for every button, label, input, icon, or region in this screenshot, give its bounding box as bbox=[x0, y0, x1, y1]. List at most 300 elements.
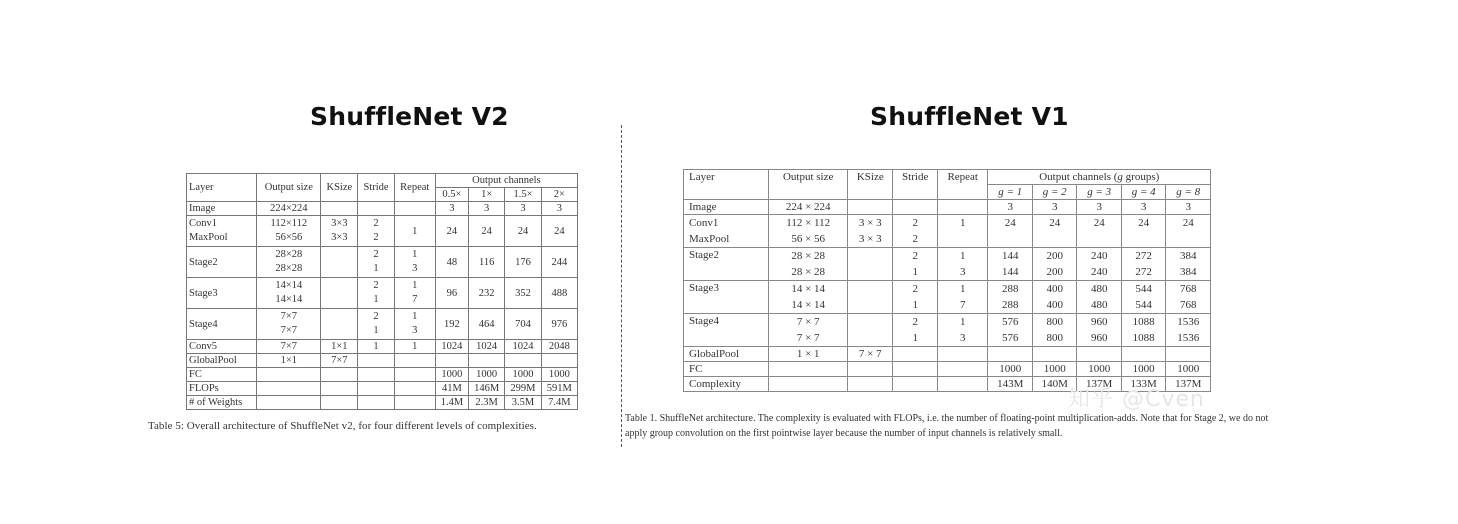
table-cell bbox=[321, 247, 358, 278]
cell-line: 1 bbox=[959, 250, 966, 262]
table-cell bbox=[358, 309, 394, 340]
table-cell: Stage3 bbox=[187, 278, 257, 309]
cell-line: 3×3 bbox=[331, 232, 348, 243]
table-cell: 1024 bbox=[435, 340, 468, 354]
header-cell: Stride bbox=[358, 174, 394, 202]
header-cell: Output channels bbox=[435, 174, 577, 188]
table-cell: 1 bbox=[358, 340, 394, 354]
cell-line: 288 bbox=[1001, 283, 1019, 295]
table-cell bbox=[358, 354, 394, 368]
header-cell: g = 8 bbox=[1166, 185, 1211, 200]
table-cell: 1000 bbox=[505, 368, 541, 382]
cell-line: 400 bbox=[1046, 283, 1063, 295]
cell-line: 240 bbox=[1090, 266, 1108, 278]
cell-line: 28 × 28 bbox=[791, 250, 826, 262]
cell-line: 3 bbox=[412, 263, 418, 274]
header-text: groups) bbox=[1122, 171, 1160, 183]
cell-line: 1088 bbox=[1132, 316, 1155, 328]
cell-line: 14 × 14 bbox=[791, 299, 826, 311]
table-cell bbox=[893, 377, 937, 392]
table-cell: 232 bbox=[469, 278, 505, 309]
table-cell: 116 bbox=[469, 247, 505, 278]
table-cell bbox=[321, 396, 358, 410]
table-cell bbox=[893, 314, 937, 347]
header-cell bbox=[988, 170, 1211, 185]
table-row bbox=[684, 215, 1211, 248]
header-cell: KSize bbox=[321, 174, 358, 202]
header-cell: Repeat bbox=[937, 170, 988, 200]
table-row bbox=[187, 216, 578, 247]
table-cell: 1.4M bbox=[435, 396, 468, 410]
table-cell: 41M bbox=[435, 382, 468, 396]
table-cell bbox=[358, 247, 394, 278]
cell-line: 1 bbox=[373, 263, 379, 274]
table-cell: 1000 bbox=[1032, 362, 1076, 377]
table-cell bbox=[769, 377, 848, 392]
cell-line: 2 bbox=[912, 217, 918, 229]
table-cell: Image bbox=[684, 200, 769, 215]
cell-line: 200 bbox=[1046, 266, 1063, 278]
cell-line: 14×14 bbox=[275, 294, 303, 305]
table-row bbox=[187, 368, 578, 382]
cell-line: 7 × 7 bbox=[796, 332, 820, 344]
table-cell: Stage4 bbox=[187, 309, 257, 340]
table-cell: 176 bbox=[505, 247, 541, 278]
cell-line: 384 bbox=[1179, 250, 1197, 262]
table-cell bbox=[394, 354, 435, 368]
cell-line: 3×3 bbox=[331, 218, 348, 229]
header-text: g bbox=[1117, 171, 1123, 183]
table-cell: 224 × 224 bbox=[769, 200, 848, 215]
header-cell: Stride bbox=[893, 170, 937, 200]
cell-line: MaxPool bbox=[189, 232, 228, 243]
table-cell bbox=[1032, 281, 1076, 314]
table-cell: GlobalPool bbox=[684, 347, 769, 362]
table-cell: 224×224 bbox=[257, 202, 321, 216]
table-cell bbox=[1032, 314, 1076, 347]
table-cell bbox=[893, 248, 937, 281]
table-cell: 1 bbox=[394, 216, 435, 247]
cell-line: 24 bbox=[1182, 217, 1194, 229]
table-cell bbox=[321, 278, 358, 309]
table-cell: FC bbox=[187, 368, 257, 382]
cell-line: 480 bbox=[1090, 299, 1108, 311]
table-cell: 976 bbox=[541, 309, 577, 340]
table-cell bbox=[1121, 314, 1165, 347]
table-cell bbox=[988, 215, 1032, 248]
table-cell: 591M bbox=[541, 382, 577, 396]
table-cell bbox=[937, 281, 988, 314]
table-cell: 3 bbox=[435, 202, 468, 216]
table-cell bbox=[769, 362, 848, 377]
cell-line: 1 bbox=[959, 283, 966, 295]
table-cell bbox=[848, 200, 893, 215]
cell-line: 768 bbox=[1179, 299, 1197, 311]
table-cell bbox=[769, 314, 848, 347]
header-cell: 1× bbox=[469, 188, 505, 202]
table-cell: Complexity bbox=[684, 377, 769, 392]
table-cell bbox=[505, 354, 541, 368]
table-cell bbox=[321, 368, 358, 382]
table-cell bbox=[358, 202, 394, 216]
cell-line: 800 bbox=[1046, 332, 1063, 344]
table-cell: 1000 bbox=[541, 368, 577, 382]
cell-line: 3 bbox=[412, 325, 418, 336]
cell-line: Conv1 bbox=[689, 217, 719, 229]
table-cell bbox=[1032, 215, 1076, 248]
table-cell: 1000 bbox=[1077, 362, 1121, 377]
cell-line: 1 bbox=[912, 299, 918, 311]
table-cell bbox=[358, 216, 394, 247]
table-cell bbox=[848, 362, 893, 377]
table-row bbox=[187, 382, 578, 396]
table-cell bbox=[469, 354, 505, 368]
table-cell bbox=[988, 347, 1032, 362]
cell-line: 1 bbox=[373, 294, 379, 305]
table-cell: 137M bbox=[1166, 377, 1211, 392]
cell-line: 24 bbox=[1049, 217, 1061, 229]
table-row bbox=[187, 396, 578, 410]
table-cell bbox=[1077, 314, 1121, 347]
watermark: 知乎 @Cven bbox=[1068, 387, 1205, 412]
table-cell bbox=[769, 248, 848, 281]
table-cell bbox=[257, 396, 321, 410]
table-cell bbox=[394, 202, 435, 216]
table-cell: 3 bbox=[1032, 200, 1076, 215]
table-cell: 3 bbox=[505, 202, 541, 216]
table-row bbox=[684, 314, 1211, 347]
cell-line: 2 bbox=[912, 283, 918, 295]
table-cell bbox=[394, 382, 435, 396]
table-cell: FC bbox=[684, 362, 769, 377]
table-cell bbox=[257, 368, 321, 382]
table-cell: Stage2 bbox=[187, 247, 257, 278]
table-cell bbox=[394, 247, 435, 278]
table-cell bbox=[848, 248, 893, 281]
cell-line: 28 × 28 bbox=[791, 266, 826, 278]
cell-line: 240 bbox=[1090, 250, 1108, 262]
table-cell: 96 bbox=[435, 278, 468, 309]
table-cell bbox=[1166, 281, 1211, 314]
cell-line: 7 bbox=[412, 294, 418, 305]
cell-line: 2 bbox=[373, 232, 379, 243]
table-cell bbox=[1121, 248, 1165, 281]
cell-line: 1 bbox=[373, 325, 379, 336]
table-cell: 137M bbox=[1077, 377, 1121, 392]
table-cell bbox=[684, 215, 769, 248]
table-cell bbox=[893, 347, 937, 362]
header-cell: 2× bbox=[541, 188, 577, 202]
table-cell: Stage2 bbox=[684, 248, 769, 281]
table-cell: 24 bbox=[505, 216, 541, 247]
cell-line: 576 bbox=[1001, 316, 1019, 328]
table-cell: 464 bbox=[469, 309, 505, 340]
cell-line: 7×7 bbox=[280, 311, 297, 322]
cell-line: 400 bbox=[1046, 299, 1063, 311]
cell-line: 544 bbox=[1135, 299, 1152, 311]
cell-line: 768 bbox=[1179, 283, 1197, 295]
cell-line: 3 × 3 bbox=[858, 217, 882, 229]
table-cell: 2.3M bbox=[469, 396, 505, 410]
table-cell: Conv5 bbox=[187, 340, 257, 354]
table-cell bbox=[1032, 347, 1076, 362]
section-divider bbox=[621, 125, 622, 447]
v2-title: ShuffleNet V2 bbox=[310, 102, 509, 131]
table-cell: # of Weights bbox=[187, 396, 257, 410]
cell-line: 272 bbox=[1135, 266, 1152, 278]
table-cell: Stage4 bbox=[684, 314, 769, 347]
cell-line: 1 bbox=[912, 266, 918, 278]
cell-line: 3 × 3 bbox=[858, 233, 882, 245]
table-cell: 7×7 bbox=[257, 340, 321, 354]
header-cell: Repeat bbox=[394, 174, 435, 202]
table-cell: 1 × 1 bbox=[769, 347, 848, 362]
cell-line: 14 × 14 bbox=[791, 283, 826, 295]
header-cell: 1.5× bbox=[505, 188, 541, 202]
table-cell: 140M bbox=[1032, 377, 1076, 392]
cell-line: 2 bbox=[912, 250, 918, 262]
table-cell bbox=[435, 354, 468, 368]
cell-line: 24 bbox=[1093, 217, 1105, 229]
table-cell bbox=[1121, 281, 1165, 314]
v2-caption: Table 5: Overall architecture of ShuffleNet v2, for four different levels of complexities. bbox=[148, 420, 537, 432]
table-cell: 3 bbox=[1077, 200, 1121, 215]
cell-line: 7 bbox=[959, 299, 966, 311]
table-cell: 1024 bbox=[505, 340, 541, 354]
table-cell bbox=[893, 200, 937, 215]
table-cell bbox=[848, 377, 893, 392]
header-cell: 0.5× bbox=[435, 188, 468, 202]
table-cell bbox=[321, 382, 358, 396]
cell-line: 800 bbox=[1046, 316, 1063, 328]
table-row bbox=[684, 248, 1211, 281]
header-cell: Layer bbox=[187, 174, 257, 202]
cell-line: 960 bbox=[1090, 316, 1108, 328]
header-cell: g = 3 bbox=[1077, 185, 1121, 200]
table-cell bbox=[848, 281, 893, 314]
table-cell bbox=[1121, 347, 1165, 362]
cell-line: 960 bbox=[1090, 332, 1108, 344]
table-cell bbox=[1077, 215, 1121, 248]
cell-line: 144 bbox=[1001, 266, 1019, 278]
table-cell bbox=[358, 368, 394, 382]
table-cell: 3 bbox=[1121, 200, 1165, 215]
table-cell bbox=[1077, 248, 1121, 281]
table-cell bbox=[988, 314, 1032, 347]
table-cell: Image bbox=[187, 202, 257, 216]
cell-line: 24 bbox=[1004, 217, 1016, 229]
table-cell bbox=[937, 377, 988, 392]
table-cell: 24 bbox=[541, 216, 577, 247]
v1-caption: Table 1. ShuffleNet architecture. The complexity is evaluated with FLOPs, i.e. the number of floating-point multiplication-adds. Note that for Stage 2, we do not apply group convolution on the first pointwise layer because the number of input channels is relatively small. bbox=[625, 413, 1269, 439]
table-cell: 24 bbox=[469, 216, 505, 247]
cell-line: 112×112 bbox=[270, 218, 308, 229]
table-header-row bbox=[187, 174, 578, 188]
table-cell bbox=[1166, 215, 1211, 248]
table-row bbox=[187, 247, 578, 278]
cell-line: 200 bbox=[1046, 250, 1063, 262]
table-cell bbox=[937, 347, 988, 362]
cell-line: 24 bbox=[1138, 217, 1150, 229]
table-cell: 1000 bbox=[988, 362, 1032, 377]
header-cell: Output size bbox=[769, 170, 848, 200]
table-cell bbox=[541, 354, 577, 368]
table-cell: 1 bbox=[394, 340, 435, 354]
cell-line: 1 bbox=[412, 249, 418, 260]
table-cell: 3.5M bbox=[505, 396, 541, 410]
header-cell: KSize bbox=[848, 170, 893, 200]
table-cell: 1000 bbox=[1121, 362, 1165, 377]
table-cell bbox=[988, 248, 1032, 281]
table-cell bbox=[257, 247, 321, 278]
cell-line: 3 bbox=[959, 266, 966, 278]
table-cell bbox=[321, 202, 358, 216]
table-cell bbox=[937, 314, 988, 347]
cell-line: 2 bbox=[373, 249, 379, 260]
table-cell bbox=[257, 309, 321, 340]
table-cell: 1000 bbox=[435, 368, 468, 382]
table-cell: 352 bbox=[505, 278, 541, 309]
cell-line: 28×28 bbox=[275, 249, 303, 260]
table-row bbox=[187, 202, 578, 216]
header-cell: g = 1 bbox=[988, 185, 1032, 200]
table-row bbox=[684, 200, 1211, 215]
table-cell bbox=[848, 215, 893, 248]
cell-line: 544 bbox=[1135, 283, 1152, 295]
table-cell bbox=[769, 215, 848, 248]
cell-line: 288 bbox=[1001, 299, 1019, 311]
table-cell bbox=[1166, 248, 1211, 281]
table-cell bbox=[893, 281, 937, 314]
table-cell bbox=[1166, 314, 1211, 347]
table-row bbox=[187, 340, 578, 354]
table-cell bbox=[937, 215, 988, 248]
cell-line: 144 bbox=[1001, 250, 1019, 262]
table-cell: 3 bbox=[541, 202, 577, 216]
table-cell: 2048 bbox=[541, 340, 577, 354]
table-header-row bbox=[684, 170, 1211, 185]
table-row bbox=[684, 362, 1211, 377]
table-cell bbox=[848, 314, 893, 347]
v1-title: ShuffleNet V1 bbox=[870, 102, 1069, 131]
cell-line: Conv1 bbox=[189, 218, 218, 229]
table-row bbox=[187, 309, 578, 340]
cell-line: 56×56 bbox=[275, 232, 303, 243]
cell-line: 28×28 bbox=[275, 263, 303, 274]
table-row bbox=[187, 278, 578, 309]
table-cell: 143M bbox=[988, 377, 1032, 392]
table-cell: 488 bbox=[541, 278, 577, 309]
cell-line: 2 bbox=[373, 280, 379, 291]
table-cell: 48 bbox=[435, 247, 468, 278]
table-cell: 1000 bbox=[469, 368, 505, 382]
table-cell bbox=[394, 278, 435, 309]
cell-line: 2 bbox=[912, 233, 918, 245]
table-cell bbox=[394, 309, 435, 340]
table-cell: 7×7 bbox=[321, 354, 358, 368]
table-cell bbox=[1077, 347, 1121, 362]
cell-line: 1536 bbox=[1177, 316, 1200, 328]
table-cell: 3 bbox=[469, 202, 505, 216]
cell-line: 7×7 bbox=[280, 325, 297, 336]
cell-line: 1536 bbox=[1177, 332, 1200, 344]
table-cell: 146M bbox=[469, 382, 505, 396]
header-cell: Output size bbox=[257, 174, 321, 202]
table-cell: 7.4M bbox=[541, 396, 577, 410]
table-cell: 3 bbox=[988, 200, 1032, 215]
cell-line: MaxPool bbox=[689, 233, 730, 245]
cell-line: 1 bbox=[912, 332, 918, 344]
table-cell bbox=[321, 309, 358, 340]
table-cell bbox=[358, 382, 394, 396]
cell-line: 384 bbox=[1179, 266, 1197, 278]
cell-line: 480 bbox=[1090, 283, 1108, 295]
cell-line: 112 × 112 bbox=[786, 217, 831, 229]
table-cell: Stage3 bbox=[684, 281, 769, 314]
table-cell bbox=[257, 278, 321, 309]
cell-line: 1 bbox=[412, 280, 418, 291]
table-cell bbox=[1121, 215, 1165, 248]
table-cell bbox=[1077, 281, 1121, 314]
table-row bbox=[187, 354, 578, 368]
table-cell: 299M bbox=[505, 382, 541, 396]
table-cell bbox=[257, 216, 321, 247]
cell-line: 1088 bbox=[1132, 332, 1155, 344]
v1-architecture-table bbox=[683, 169, 1211, 392]
table-cell: 24 bbox=[435, 216, 468, 247]
table-cell: 704 bbox=[505, 309, 541, 340]
table-cell: 1000 bbox=[1166, 362, 1211, 377]
table-cell bbox=[358, 278, 394, 309]
cell-line: 2 bbox=[373, 311, 379, 322]
table-cell bbox=[1032, 248, 1076, 281]
table-cell bbox=[937, 362, 988, 377]
cell-line: 7 × 7 bbox=[796, 316, 820, 328]
table-row bbox=[684, 347, 1211, 362]
table-cell: FLOPs bbox=[187, 382, 257, 396]
table-cell: 1024 bbox=[469, 340, 505, 354]
table-cell bbox=[937, 248, 988, 281]
table-cell: GlobalPool bbox=[187, 354, 257, 368]
header-cell: Layer bbox=[684, 170, 769, 200]
table-cell: 244 bbox=[541, 247, 577, 278]
cell-line: 56 × 56 bbox=[791, 233, 826, 245]
table-cell: 1×1 bbox=[257, 354, 321, 368]
header-text: Output channels ( bbox=[1039, 171, 1118, 183]
table-cell: 3 bbox=[1166, 200, 1211, 215]
table-cell: 1×1 bbox=[321, 340, 358, 354]
cell-line: 2 bbox=[912, 316, 918, 328]
header-cell: g = 4 bbox=[1121, 185, 1165, 200]
cell-line: 1 bbox=[959, 217, 966, 229]
table-cell bbox=[394, 396, 435, 410]
table-cell bbox=[1166, 347, 1211, 362]
table-cell: 7 × 7 bbox=[848, 347, 893, 362]
cell-line: 3 bbox=[959, 332, 966, 344]
table-cell bbox=[893, 215, 937, 248]
cell-line: 1 bbox=[959, 316, 966, 328]
table-cell bbox=[257, 382, 321, 396]
table-cell: 192 bbox=[435, 309, 468, 340]
table-cell: 133M bbox=[1121, 377, 1165, 392]
header-cell: g = 2 bbox=[1032, 185, 1076, 200]
cell-line: 14×14 bbox=[275, 280, 303, 291]
table-row bbox=[684, 281, 1211, 314]
table-cell bbox=[187, 216, 257, 247]
table-cell bbox=[893, 362, 937, 377]
cell-line: 272 bbox=[1135, 250, 1152, 262]
table-cell bbox=[988, 281, 1032, 314]
